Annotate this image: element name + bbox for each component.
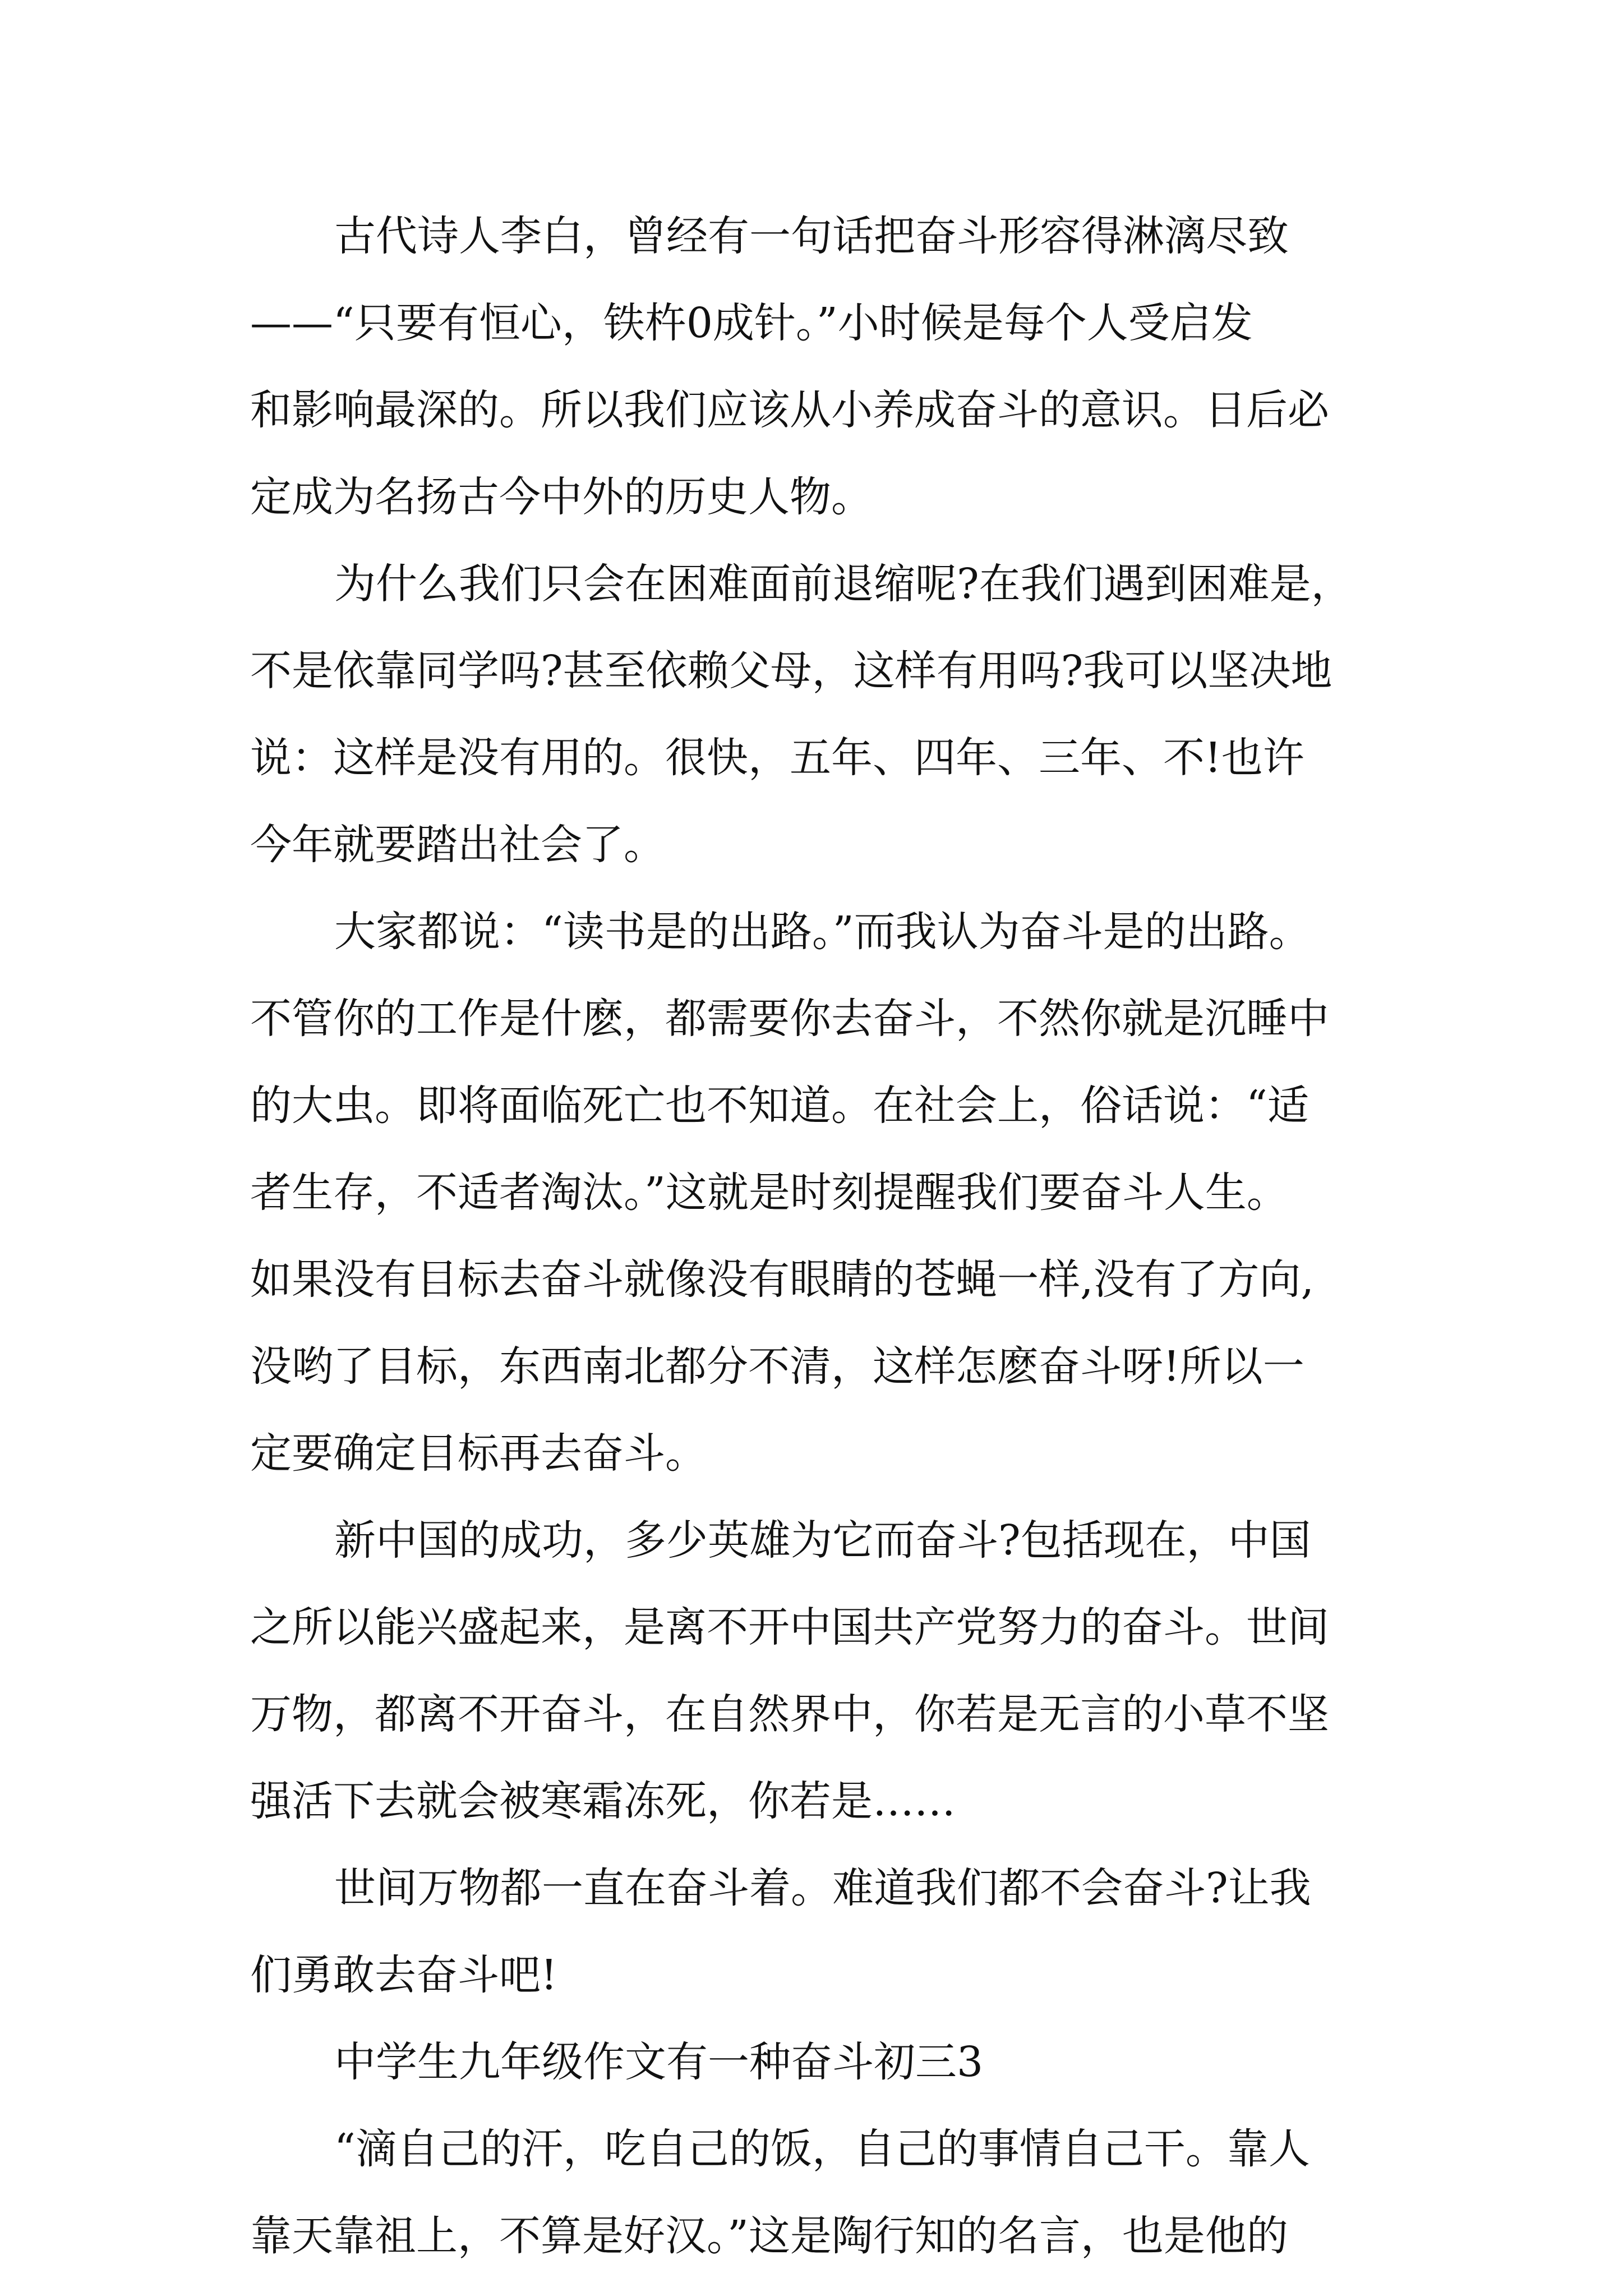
paragraph-1-line-2: ——“只要有恒心，铁杵0成针。”小时候是每个人受启发 <box>250 299 1253 347</box>
paragraph-5-line-2: 们勇敢去奋斗吧! <box>250 1951 557 1999</box>
paragraph-1-line-1: 古代诗人李白，曾经有一句话把奋斗形容得淋漓尽致 <box>334 212 1289 260</box>
paragraph-4-line-4: 强活下去就会被寒霜冻死，你若是…… <box>250 1777 956 1825</box>
paragraph-2-line-2: 不是依靠同学吗?甚至依赖父母，这样有用吗?我可以坚决地 <box>250 647 1332 695</box>
paragraph-3-line-7: 定要确定目标再去奋斗。 <box>250 1429 707 1478</box>
paragraph-6-line-2: 靠天靠祖上，不算是好汉。”这是陶行知的名言，也是他的 <box>250 2212 1288 2260</box>
paragraph-3-line-1: 大家都说：“读书是的出路。”而我认为奋斗是的出路。 <box>334 908 1311 956</box>
paragraph-3-line-4: 者生存，不适者淘汰。”这就是时刻提醒我们要奋斗人生。 <box>250 1168 1288 1217</box>
paragraph-4-line-1: 新中国的成功，多少英雄为它而奋斗?包括现在，中国 <box>334 1516 1311 1565</box>
paragraph-2-line-1: 为什么我们只会在困难面前退缩呢?在我们遇到困难是， <box>334 560 1353 608</box>
paragraph-3-line-2: 不管你的工作是什麽，都需要你去奋斗，不然你就是沉睡中 <box>250 995 1329 1043</box>
paragraph-1-line-4: 定成为名扬古今中外的历史人物。 <box>250 473 873 521</box>
paragraph-2-line-3: 说：这样是没有用的。很快，五年、四年、三年、不!也许 <box>250 734 1304 782</box>
paragraph-2-line-4: 今年就要踏出社会了。 <box>250 821 665 869</box>
paragraph-3-line-3: 的大虫。即将面临死亡也不知道。在社会上，俗话说：“适 <box>250 1082 1309 1130</box>
section-heading: 中学生九年级作文有一种奋斗初三3 <box>334 2038 984 2086</box>
paragraph-3-line-5: 如果没有目标去奋斗就像没有眼睛的苍蝇一样,没有了方向, <box>250 1255 1315 1304</box>
paragraph-3-line-6: 没哟了目标，东西南北都分不清，这样怎麽奋斗呀!所以一 <box>250 1342 1304 1391</box>
paragraph-4-line-2: 之所以能兴盛起来，是离不开中国共产党努力的奋斗。世间 <box>250 1603 1329 1651</box>
paragraph-4-line-3: 万物，都离不开奋斗，在自然界中，你若是无言的小草不坚 <box>250 1690 1329 1738</box>
paragraph-5-line-1: 世间万物都一直在奋斗着。难道我们都不会奋斗?让我 <box>334 1864 1311 1912</box>
paragraph-1-line-3: 和影响最深的。所以我们应该从小养成奋斗的意识。日后必 <box>250 386 1329 434</box>
paragraph-6-line-1: “滴自己的汗，吃自己的饭，自己的事情自己干。靠人 <box>334 2125 1310 2173</box>
